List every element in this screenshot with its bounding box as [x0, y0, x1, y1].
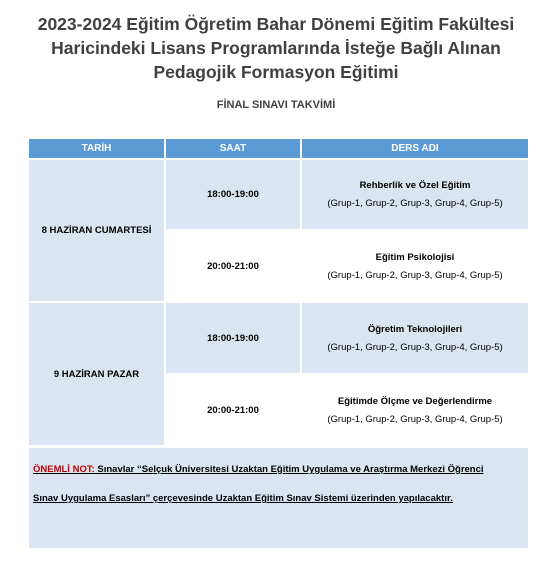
course-name: Öğretim Teknolojileri: [367, 323, 463, 335]
course-name: Eğitim Psikolojisi: [375, 251, 455, 263]
date-cell: 9 HAZİRAN PAZAR: [29, 303, 164, 445]
header-date: TARİH: [29, 139, 164, 158]
note-text-1: Sınavlar “Selçuk Üniversitesi Uzaktan Eğitim Uygulama ve Araştırma Merkezi Öğrenci: [94, 464, 484, 475]
course-cell: [302, 375, 528, 445]
course-cell: [302, 303, 528, 373]
title-line-1: 2023-2024 Eğitim Öğretim Bahar Dönemi Eğitim Fakültesi: [37, 14, 515, 34]
course-cell: [302, 160, 528, 229]
note-line-1: [33, 464, 484, 475]
time-cell: 18:00-19:00: [166, 303, 300, 373]
time-cell: 20:00-21:00: [166, 375, 300, 445]
course-groups: (Grup-1, Grup-2, Grup-3, Grup-4, Grup-5): [327, 198, 503, 209]
page-title: [0, 12, 552, 84]
time-cell: 20:00-21:00: [166, 231, 300, 301]
course-groups: (Grup-1, Grup-2, Grup-3, Grup-4, Grup-5): [327, 341, 503, 353]
date-cell: 8 HAZİRAN CUMARTESİ: [29, 160, 164, 301]
header-time: SAAT: [166, 139, 300, 158]
important-note: [29, 448, 528, 548]
course-name: Rehberlik ve Özel Eğitim: [359, 180, 471, 191]
time-cell: 18:00-19:00: [166, 160, 300, 229]
course-name: Eğitimde Ölçme ve Değerlendirme: [337, 395, 493, 407]
course-cell: [302, 231, 528, 301]
title-line-3: Pedagojik Formasyon Eğitimi: [153, 62, 399, 82]
course-groups: (Grup-1, Grup-2, Grup-3, Grup-4, Grup-5): [327, 269, 503, 281]
course-groups: (Grup-1, Grup-2, Grup-3, Grup-4, Grup-5): [327, 413, 503, 425]
note-line-2: Sınav Uygulama Esasları” çerçevesinde Uzaktan Eğitim Sınav Sistemi üzerinden yapılacaktır.: [33, 493, 453, 504]
title-line-2: Haricindeki Lisans Programlarında İsteğe Bağlı Alınan: [51, 38, 501, 58]
header-course: DERS ADI: [302, 139, 528, 158]
schedule-subtitle: FİNAL SINAVI TAKVİMİ: [216, 99, 336, 111]
note-label: ÖNEMLİ NOT:: [33, 464, 95, 475]
